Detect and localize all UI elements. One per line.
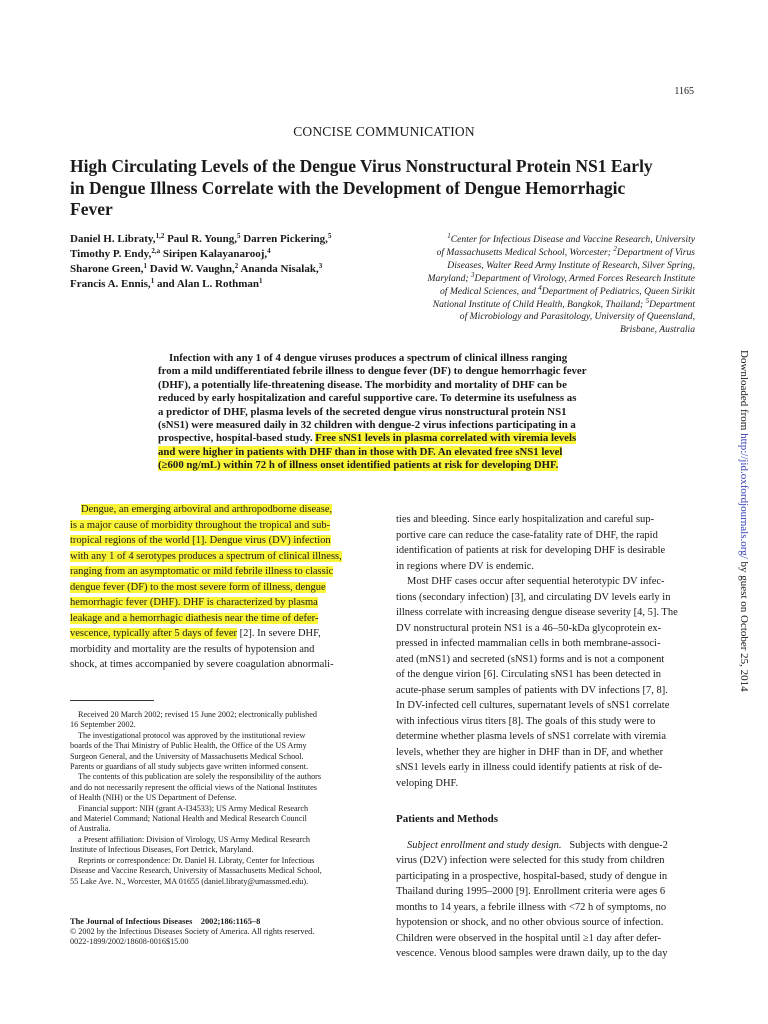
author-name: Francis A. Ennis,	[70, 278, 151, 290]
highlighted-text: leakage and a hemorrhagic diathesis near the time of defer-	[70, 612, 319, 624]
affil-sup: 4	[538, 283, 542, 292]
author-sup: 2,a	[151, 247, 161, 255]
journal-link[interactable]: http://jid.oxfordjournals.org/	[738, 433, 750, 559]
affil-line: Maryland;	[427, 272, 469, 284]
affil-line: Department of Virus	[616, 246, 695, 258]
download-watermark-svg	[738, 350, 752, 800]
author-sup: 5	[236, 232, 241, 240]
author-name: Paul R. Young,	[167, 233, 237, 245]
highlighted-text: and were higher in patients with DHF than in those with DF. An elevated free sNS1 level	[158, 445, 563, 458]
footnote-line: Parents or guardians of all study subjects gave written informed consent.	[70, 762, 309, 772]
body-line: pressed in infected mammalian cells in both membrane-associ-	[396, 638, 661, 649]
highlighted-text: hemorrhagic fever (DHF). DHF is characterized by plasma	[70, 597, 318, 608]
body-line: tions (secondary infection) [3], and circulating DV levels early in	[396, 591, 671, 603]
body-line: In DV-infected cell cultures, supernatant levels of sNS1 correlate	[396, 700, 670, 711]
subsection-title: Subject enrollment and study design.	[407, 839, 562, 851]
author-name: Darren Pickering,	[243, 233, 328, 245]
affil-line: of Microbiology and Parasitology, University of Queensland,	[459, 311, 695, 323]
highlighted-text: ranging from an asymptomatic or mild febrile illness to classic	[70, 566, 334, 577]
footnote-line: of Australia.	[70, 824, 111, 834]
abstract-line: from a mild undifferentiated febrile illness to dengue fever (DF) to dengue hemorrhagic fever	[158, 365, 587, 378]
journal-info	[70, 917, 372, 947]
section-heading: Patients and Methods	[396, 813, 499, 825]
body-line: acute-phase serum samples of patients with DV infections [7, 8].	[396, 684, 668, 696]
affil-sup: 5	[645, 296, 650, 305]
intro-left-column	[70, 502, 372, 673]
footnote-line: Institute of Infectious Diseases, Fort Detrick, Maryland.	[70, 845, 254, 855]
affil-line: Center for Infectious Disease and Vaccine Research, University	[450, 234, 695, 245]
highlighted-text: Dengue, an emerging arboviral and arthropodborne disease,	[81, 504, 333, 515]
author-name: Ananda Nisalak,	[240, 263, 319, 275]
download-note-suffix: by guest on October 25, 2014	[738, 558, 750, 692]
author-name: and Alan L. Rothman	[156, 278, 260, 290]
footnotes	[70, 710, 372, 887]
abstract-line: Infection with any 1 of 4 dengue viruses produces a spectrum of clinical illness ranging	[169, 352, 568, 364]
body-line: ties and bleeding. Since early hospitalization and careful sup-	[396, 514, 655, 525]
footnote-line: 16 September 2002.	[70, 720, 136, 730]
author-sup: 1	[259, 277, 263, 285]
highlighted-text: with any 1 of 4 serotypes produces a spectrum of clinical illness,	[70, 550, 342, 562]
footnote-line: and do not necessarily represent the official views of the National Institutes	[70, 782, 317, 792]
body-line: portive care can reduce the case-fatality rate of DHF, the rapid	[396, 529, 658, 541]
author-sup: 3	[318, 262, 323, 270]
affil-line: Department of Pediatrics, Queen Sirikit	[541, 285, 695, 297]
body-line: shock, at times accompanied by severe coagulation abnormali-	[70, 659, 334, 670]
affil-line: National Institute of Child Health, Bangkok, Thailand;	[432, 298, 644, 310]
author-name: Daniel H. Libraty,	[70, 233, 156, 245]
body-line: months to 14 years, a febrile illness with <72 h of symptoms, no	[396, 901, 667, 913]
body-line: virus (D2V) infection were selected for this study from children	[396, 855, 665, 866]
highlighted-text: dengue fever (DF) to the most severe form of illness, dengue	[70, 581, 326, 593]
abstract-line: (sNS1) were measured daily in 32 children with dengue-2 virus infections participating in a	[158, 419, 576, 432]
body-line: participating in a prospective, hospital-based, study of dengue in	[396, 870, 668, 882]
affil-line: Department	[649, 298, 695, 310]
copyright-line: © 2002 by the Infectious Diseases Society of America. All rights reserved.	[70, 927, 315, 936]
affil-sup: 2	[613, 244, 617, 253]
abstract	[158, 352, 610, 473]
affil-line: Diseases, Walter Reed Army Institute of Research, Silver Spring,	[447, 259, 695, 271]
abstract-line: reduced by early hospitalization and careful supportive care. To determine its usefulness as	[158, 392, 577, 405]
author-sup: 4	[267, 247, 271, 255]
affil-line: of Massachusetts Medical School, Worcester;	[436, 246, 611, 258]
footnote-line: a Present affiliation: Division of Virology, US Army Medical Research	[78, 834, 310, 844]
body-line: levels, whether they are higher in DHF than in DF, and whether	[396, 746, 664, 758]
download-watermark	[738, 350, 752, 800]
author-name: Timothy P. Endy,	[70, 248, 152, 260]
body-text: [2]. In severe DHF,	[237, 628, 321, 639]
author-sup: 5	[327, 232, 332, 240]
body-line: Thailand during 1995–2000 [9]. Enrollment criteria were ages 6	[396, 886, 666, 897]
author-name: Sharone Green,	[70, 263, 144, 275]
article-title: High Circulating Levels of the Dengue Virus Nonstructural Protein NS1 Early in Dengue Illness Correlate with the Development of Dengue Hemorrhagic Fever	[70, 156, 653, 219]
author-list	[70, 232, 388, 292]
body-line: vescence. Venous blood samples were drawn daily, up to the day	[396, 948, 668, 959]
footnote-line: and Materiel Command; National Health and Medical Research Council	[70, 814, 307, 824]
author-sup: 1	[143, 262, 148, 270]
author-name: Siripen Kalayanarooj,	[162, 248, 268, 260]
author-sup: 2	[234, 262, 239, 270]
affil-line: of Medical Sciences, and	[439, 285, 536, 297]
highlighted-text: tropical regions of the world [1]. Dengue virus (DV) infection	[70, 535, 331, 546]
footnote-line: Financial support: NIH (grant A-I34533); US Army Medical Research	[78, 803, 309, 813]
footnote-line: of Health (NIH) or the US Department of Defense.	[70, 793, 237, 803]
body-line: illness correlate with increasing dengue disease severity [4, 5]. The	[396, 607, 678, 618]
highlighted-text: (≥600 ng/mL) within 72 h of illness onset identified patients at risk for developing DHF.	[158, 459, 559, 472]
highlighted-text: vescence, typically after 5 days of fever	[70, 628, 238, 639]
affil-line: Department of Virology, Armed Forces Research Institute	[474, 272, 695, 284]
author-name: David W. Vaughn,	[149, 263, 235, 275]
body-line: identification of patients at risk for developing DHF is desirable	[396, 545, 666, 556]
footnote-line: boards of the Thai Ministry of Public Health, the Office of the US Army	[70, 741, 307, 751]
download-note-prefix: Downloaded from	[738, 350, 750, 434]
footnote-line: Reprints or correspondence: Dr. Daniel H. Libraty, Center for Infectious	[78, 855, 315, 865]
body-text: Subjects with dengue-2	[569, 839, 668, 851]
body-line: Children were observed in the hospital until ≥1 day after defer-	[396, 932, 662, 944]
abstract-line: (DHF), a potentially life-threatening disease. The morbidity and mortality of DHF can be	[158, 378, 567, 391]
abstract-line	[158, 459, 610, 472]
footnote-line: The investigational protocol was approved by the institutional review	[78, 730, 306, 740]
affil-sup: 1	[447, 232, 451, 240]
footnote-line: The contents of this publication are solely the responsibility of the authors	[78, 772, 322, 782]
journal-name: The Journal of Infectious Diseases	[70, 917, 193, 926]
affiliations	[392, 234, 695, 337]
affil-sup: 3	[470, 270, 475, 279]
abstract-line	[158, 446, 610, 459]
journal-code: 0022-1899/2002/18608-0016$15.00	[70, 937, 189, 946]
body-line: hypotension or shock, and no other obvious source of infection.	[396, 917, 664, 928]
body-line: ated (mNS1) and secreted (sNS1) forms and is not a component	[396, 653, 665, 665]
body-line: sNS1 levels early in illness could identify patients at risk of de-	[396, 762, 663, 773]
highlighted-text: Free sNS1 levels in plasma correlated with viremia levels	[315, 432, 577, 445]
page-number: 1165	[674, 86, 694, 97]
author-sup: 1,2	[155, 232, 165, 240]
abstract-text: prospective, hospital-based study.	[158, 432, 313, 445]
body-line: veloping DHF.	[396, 777, 459, 789]
footnote-line: 55 Lake Ave. N., Worcester, MA 01655 (daniel.libraty@umassmed.edu).	[70, 876, 309, 886]
abstract-line	[158, 432, 610, 445]
section-label: CONCISE COMMUNICATION	[293, 124, 475, 139]
download-note-text	[738, 350, 750, 692]
footnote-rule	[70, 700, 154, 701]
author-sup: 1	[150, 277, 155, 285]
footnote-line: Disease and Vaccine Research, University of Massachusetts Medical School,	[70, 866, 322, 876]
body-line: DV nonstructural protein NS1 is a 46–50-kDa glycoprotein ex-	[396, 622, 662, 634]
footnote-line: Surgeon General, and the University of Massachusetts Medical School.	[70, 751, 304, 761]
body-line: determine whether plasma levels of sNS1 correlate with viremia	[396, 731, 666, 742]
highlighted-text: is a major cause of morbidity throughout the tropical and sub-	[70, 519, 331, 531]
abstract-line: a predictor of DHF, plasma levels of the secreted dengue virus nonstructural protein NS1	[158, 405, 567, 418]
body-line: in regions where DV is endemic.	[396, 560, 535, 572]
body-line: morbidity and mortality are the results of hypotension and	[70, 643, 315, 655]
intro-right-column	[396, 512, 694, 962]
body-line: with infectious virus titers [8]. The goals of this study were to	[396, 715, 656, 727]
body-line: of the dengue virion [6]. Circulating sNS1 has been detected in	[396, 669, 662, 680]
footnote-line: Received 20 March 2002; revised 15 June 2002; electronically published	[78, 710, 317, 719]
body-line: Most DHF cases occur after sequential heterotypic DV infec-	[407, 576, 665, 587]
affil-line: Brisbane, Australia	[620, 324, 695, 336]
journal-citation: 2002;186:1165–8	[200, 917, 261, 926]
